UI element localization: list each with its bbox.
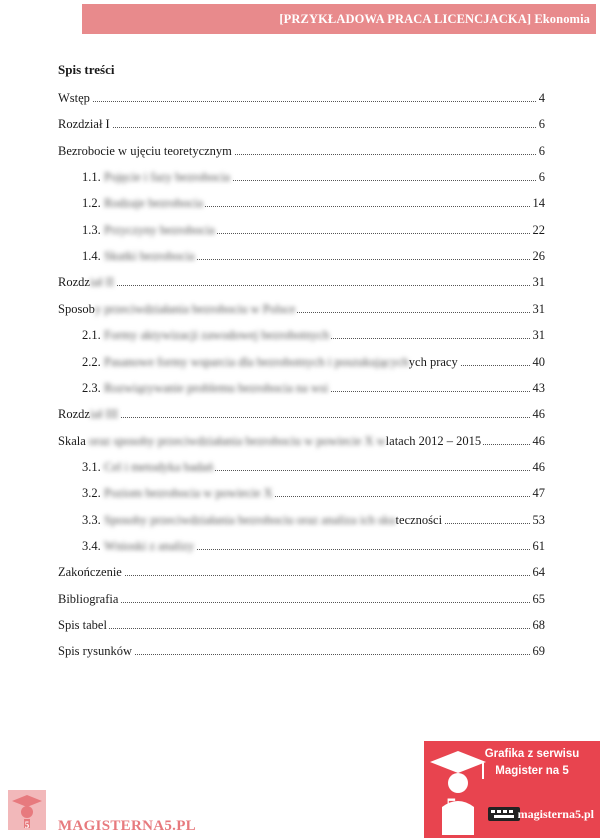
toc-entry-label <box>82 326 331 344</box>
toc-entry[interactable] <box>0 432 600 450</box>
toc-entry-title: Bibliografia <box>58 591 119 606</box>
keyboard-icon <box>488 807 520 821</box>
toc-entry-number: 3.2. <box>82 486 101 501</box>
toc-entry-page: 4 <box>538 91 545 105</box>
toc-entry[interactable] <box>0 247 600 265</box>
toc-entry-title-tail: latach 2012 – 2015 <box>385 433 482 448</box>
toc-entry-number: 3.1. <box>82 459 101 474</box>
toc-entry-number: 1.4. <box>82 249 101 264</box>
toc-entry[interactable] <box>0 616 600 634</box>
toc-entry-label <box>58 115 112 133</box>
badge-line-1: Grafika z serwisu <box>484 748 580 760</box>
toc-entry-number: 2.1. <box>82 328 101 343</box>
toc-entry-page: 31 <box>532 328 545 343</box>
toc-entry-label <box>58 142 234 160</box>
toc-entry-number: 2.2. <box>82 354 101 369</box>
toc-entry-label <box>58 273 116 291</box>
toc-entry[interactable] <box>0 168 600 186</box>
toc-entry-title-blurred: Sposoby przeciwdziałania bezrobociu oraz analiza ich sku <box>104 512 396 527</box>
toc-entry-title-blurred: y przeciwdziałania bezrobociu w Polsce <box>94 301 296 316</box>
toc-entry-title-blurred: iał III <box>89 407 119 422</box>
toc-entry[interactable] <box>0 142 600 160</box>
toc-entry-title-blurred: Wnioski z analizy <box>104 538 195 553</box>
toc-entry-number: 1.1. <box>82 170 101 185</box>
toc-entry-label <box>82 379 330 397</box>
toc-entry-label <box>58 300 297 318</box>
toc-entry-page: 6 <box>538 170 545 185</box>
toc-entry-title: Spis rysunków <box>58 644 132 659</box>
toc-entry-page: 6 <box>538 117 545 132</box>
toc-entry-title: Rozdział I <box>58 117 110 132</box>
toc-entry-title-blurred: iał II <box>89 275 114 290</box>
toc-entry[interactable] <box>0 194 600 212</box>
toc-entry-page: 46 <box>532 433 545 448</box>
toc-entry[interactable] <box>0 484 600 502</box>
toc-entry-title: Zakończenie <box>58 565 122 580</box>
toc-entry-label <box>58 563 124 581</box>
magisterna5-logo-icon <box>8 790 46 830</box>
toc-entry[interactable] <box>0 115 600 133</box>
toc-entry-title: Bezrobocie w ujęciu teoretycznym <box>58 143 232 158</box>
toc-dot-leader <box>58 417 542 418</box>
toc-entry[interactable] <box>0 537 600 555</box>
toc-entry-page: 46 <box>532 407 545 422</box>
toc-entry-page: 14 <box>532 196 545 211</box>
toc-entry-page: 6 <box>538 143 545 158</box>
badge-line-2: Magister na 5 <box>495 765 569 777</box>
header-title: [PRZYKŁADOWA PRACA LICENCJACKA] Ekonomia <box>279 11 590 26</box>
toc-entry-title-visible: Sposob <box>58 301 95 316</box>
toc-entry-label <box>82 221 217 239</box>
toc-entry-page: 68 <box>532 618 545 632</box>
watermark-badge <box>424 741 600 838</box>
toc-entry-title-blurred: Rodzaje bezrobocia <box>104 196 203 211</box>
toc-entry-label <box>58 405 120 423</box>
toc-entry-title-blurred: Cel i metodyka badań <box>104 459 214 474</box>
toc-entry-title-blurred: Skutki bezrobocia <box>104 249 195 264</box>
toc-entry-page: 53 <box>532 512 545 527</box>
toc-entry-title: Spis tabel <box>58 618 107 632</box>
toc-entry-number: 1.2. <box>82 196 101 211</box>
header-bar <box>82 4 596 34</box>
toc-entry-label <box>58 89 92 107</box>
toc-entry[interactable] <box>0 642 600 660</box>
toc-entry[interactable] <box>0 273 600 291</box>
toc-entry-page: 64 <box>532 565 545 580</box>
toc-dot-leader <box>58 101 542 102</box>
toc-entry[interactable] <box>0 379 600 397</box>
toc-entry-label <box>82 458 215 476</box>
toc-entry-title-tail: teczności <box>395 512 443 527</box>
toc-entry-title-visible: Rozdz <box>58 275 90 290</box>
toc-entry-title-visible: Rozdz <box>58 407 90 422</box>
toc-entry-title-blurred: Pasanowe formy wsparcia dla bezrobotnych i poszukujących <box>104 354 409 369</box>
toc-entry-title-tail: ych pracy <box>408 354 458 369</box>
logo-number: 5 <box>24 820 30 830</box>
badge-url: magisterna5.pl <box>517 807 594 821</box>
toc-entry[interactable] <box>0 353 600 371</box>
toc-entry-label <box>82 537 196 555</box>
footer-brand: MAGISTERNA5.PL <box>58 818 196 834</box>
toc-entry-label <box>58 642 134 660</box>
toc-entry-label <box>58 432 483 450</box>
toc-entry-title-blurred: Formy aktywizacji zawodowej bezrobotnych <box>104 328 330 343</box>
toc-entry-title-blurred: Poziom bezrobocia w powiecie X <box>104 486 273 501</box>
toc-entry-title-blurred: Przyczyny bezrobocia <box>104 222 215 237</box>
toc-entry-page: 65 <box>532 591 545 606</box>
toc-dot-leader <box>58 285 542 286</box>
badge-title <box>472 746 592 780</box>
badge-number: 5 <box>446 793 457 818</box>
toc-entry[interactable] <box>0 458 600 476</box>
toc-entry-page: 46 <box>532 459 545 474</box>
toc-entry-label <box>82 194 205 212</box>
toc-entry[interactable] <box>0 563 600 581</box>
toc-entry-title-visible: Skala <box>58 433 89 448</box>
toc-entry-title-blurred: Pojęcie i fazy bezrobocia <box>104 170 230 185</box>
toc-dot-leader <box>58 575 542 576</box>
toc-entry-number: 3.4. <box>82 538 101 553</box>
toc-dot-leader <box>58 628 542 629</box>
toc-entry[interactable] <box>0 221 600 239</box>
toc-entry-page: 61 <box>532 538 545 553</box>
toc-dot-leader <box>58 127 542 128</box>
toc-entry-number: 1.3. <box>82 222 101 237</box>
toc-entry-number: 3.3. <box>82 512 101 527</box>
toc-entry-label <box>82 353 460 371</box>
toc-entry[interactable] <box>0 511 600 529</box>
toc-entry[interactable] <box>0 300 600 318</box>
toc-entry-page: 22 <box>532 222 545 237</box>
toc-entry-label <box>58 616 109 634</box>
toc-entry-page: 43 <box>532 380 545 395</box>
toc-entry-label <box>58 590 120 608</box>
toc-entry-page: 31 <box>532 301 545 316</box>
toc-entry-title-blurred: oraz sposoby przeciwdziałania bezrobociu w powiecie X w <box>88 433 386 448</box>
toc-entry[interactable] <box>0 405 600 423</box>
toc-entry-label <box>82 511 444 529</box>
toc-entry-label <box>82 484 275 502</box>
toc-entry-title: Wstęp <box>58 91 90 105</box>
toc-entry-page: 40 <box>532 354 545 369</box>
toc-entry-page: 31 <box>532 275 545 290</box>
toc-entry-label <box>82 247 197 265</box>
toc-entry-number: 2.3. <box>82 380 101 395</box>
toc-entry[interactable] <box>0 89 600 107</box>
toc-entry-label <box>82 168 232 186</box>
toc-entry-page: 69 <box>532 644 545 659</box>
toc-entry-page: 26 <box>532 249 545 264</box>
toc-dot-leader <box>58 602 542 603</box>
toc-entry[interactable] <box>0 590 600 608</box>
toc-entry-title-blurred: Rozwiązywanie problemu bezrobocia na wsi <box>104 380 329 395</box>
toc-entry-page: 47 <box>532 486 545 501</box>
toc-title: Spis treści <box>58 62 115 77</box>
toc-entry[interactable] <box>0 326 600 344</box>
